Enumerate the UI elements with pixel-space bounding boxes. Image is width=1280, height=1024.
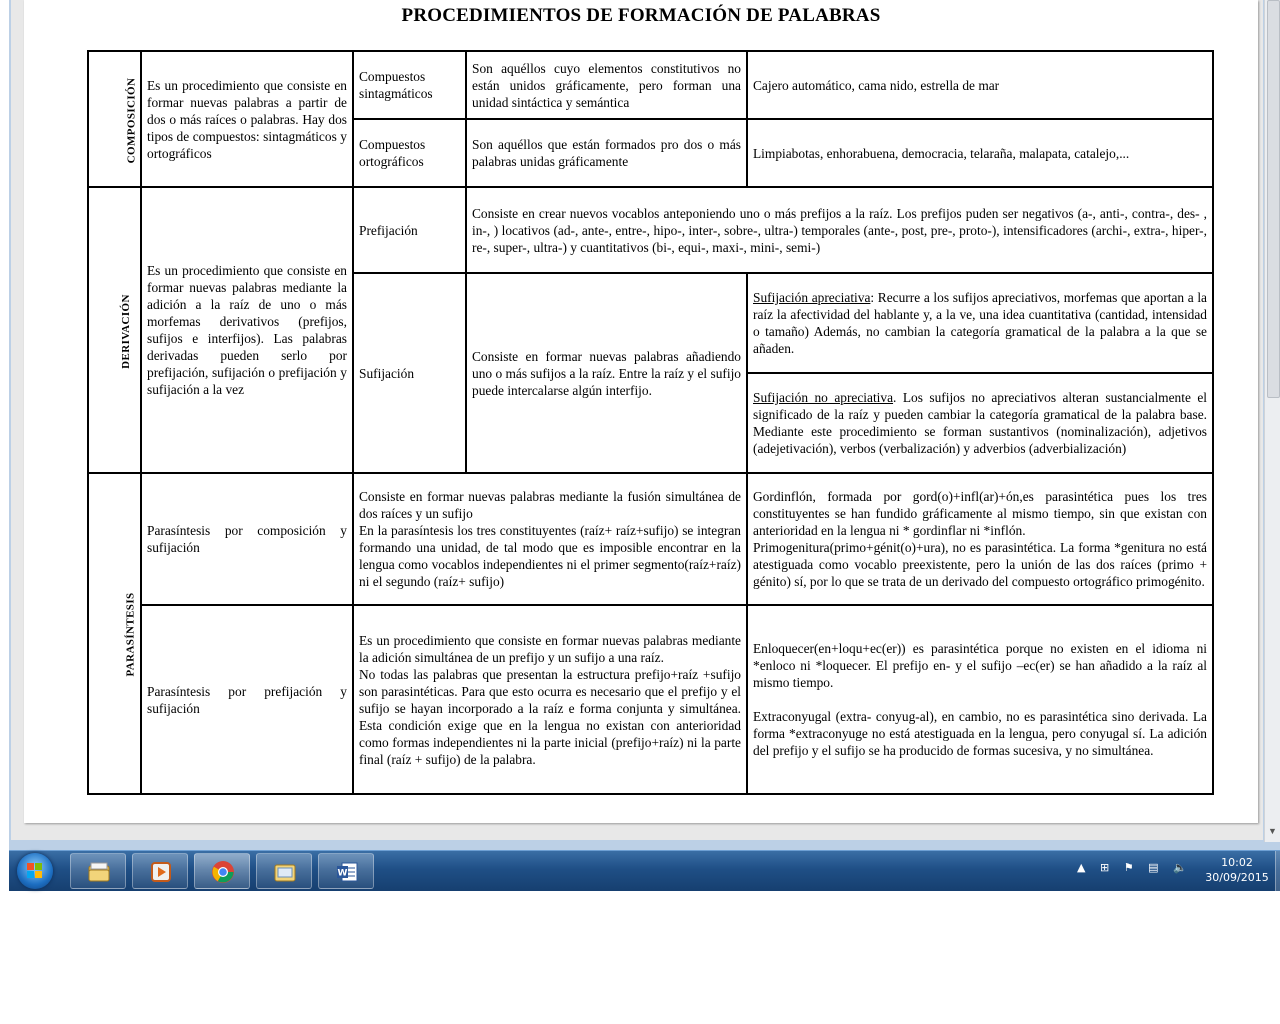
word-formation-table <box>87 50 1214 795</box>
windows-flag-icon[interactable]: ⊞ <box>1099 861 1110 874</box>
parasintesis-composicion-example-1: Gordinflón, formada por gord(o)+infl(ar)+ón,es parasintética pues los tres constituyentes se han fundido gráficamente al mismo tiempo, sin que existan con anterioridad en la lengua ni * gordinflar ni *inflón. <box>753 489 1207 538</box>
network-icon[interactable]: ▤ <box>1148 861 1159 874</box>
taskbar-explorer-button[interactable] <box>70 853 126 889</box>
parasintesis-label: PARASÍNTESIS <box>124 592 137 677</box>
parasintesis-label-cell <box>88 473 141 794</box>
svg-text:W: W <box>337 868 348 879</box>
parasintesis-composicion-definition-2: En la parasíntesis los tres constituyentes (raíz+ raíz+sufijo) se integran formando una unidad, de tal modo que es imposible encontrar en la lengua como vocablos independientes ni el primer segmento(raíz+raíz) ni el segundo (raíz+ sufijo) <box>359 523 741 589</box>
compuestos-ortograficos-definition: Son aquéllos que están formados pro dos o más palabras unidas gráficamente <box>466 119 747 187</box>
composicion-label-cell <box>88 51 141 187</box>
parasintesis-composicion-examples <box>747 473 1213 605</box>
show-desktop-button[interactable] <box>1275 851 1280 891</box>
sufijacion-no-apreciativa <box>747 373 1213 473</box>
parasintesis-prefijacion-name: Parasíntesis por prefijación y sufijación <box>141 605 353 794</box>
taskbar-clock[interactable] <box>1199 855 1275 885</box>
parasintesis-composicion-example-2: Primogenitura(primo+génit(o)+ura), no es parasintética. La forma *genitura no está atestiguada como vocablo preexistente, pero la unión de las dos raíces (primo + génito) sí, por lo que se trata de un derivado del compuesto ortográfico primogénito. <box>753 540 1207 589</box>
start-button[interactable] <box>17 853 53 889</box>
document-title: PROCEDIMIENTOS DE FORMACIÓN DE PALABRAS <box>401 5 881 26</box>
sufijacion-no-apreciativa-term: Sufijación no apreciativa <box>753 390 894 405</box>
compuestos-sintagmaticos-definition: Son aquéllos cuyo elementos constitutivos no están unidos gráficamente, pero forman una unidad sintáctica y semántica <box>466 51 747 119</box>
word-icon <box>335 860 359 884</box>
sufijacion-no-apreciativa-text: . Los sufijos no apreciativos alteran sustancialmente el significado de la raíz y pueden cambiar la categoría gramatical de la palabra base. Mediante este procedimiento se forman sustantivos (nominalización), adjetivos (adejetivación), verbos (verbalización) y adverbios (adverbialización) <box>753 390 1207 456</box>
parasintesis-prefijacion-example-1: Enloquecer(en+loqu+ec(er)) es parasintética porque no existen en el idioma ni *enloco ni *loquecer. El prefijo en- y el sufijo –ec(er) se han añadido a la raíz al mismo tiempo. <box>753 641 1207 690</box>
parasintesis-prefijacion-definition <box>353 605 747 794</box>
folder-window-icon <box>273 860 297 884</box>
sufijacion-definition: Consiste en formar nuevas palabras añadiendo uno o más sufijos a la raíz. Entre la raíz y el sufijo puede intercalarse algún interfijo. <box>466 273 747 473</box>
sufijacion-name: Sufijación <box>353 273 466 473</box>
taskbar-media-player-button[interactable] <box>132 853 188 889</box>
action-center-flag-icon[interactable]: ⚑ <box>1123 861 1134 874</box>
taskbar <box>9 850 1280 891</box>
scrollbar-thumb[interactable] <box>1267 0 1280 398</box>
derivacion-description: Es un procedimiento que consiste en formar nuevas palabras mediante la adición a la raíz de uno o más morfemas derivativos (prefijos, sufijos e interfijos). Las palabras derivadas pueden serlo por prefijación, sufijación o prefijación y sufijación a la vez <box>141 187 353 473</box>
taskbar-chrome-button[interactable] <box>194 853 250 889</box>
windows-logo-icon <box>27 863 43 879</box>
sufijacion-apreciativa <box>747 273 1213 373</box>
compuestos-ortograficos-name: Compuestos ortográficos <box>353 119 466 187</box>
parasintesis-prefijacion-example-2: Extraconyugal (extra- conyug-al), en cambio, no es parasintética sino derivada. La forma *extraconyuge no está atestiguada en la lengua, pero conyugal sí. La adición del prefijo y el sufijo se ha producido de formas sucesiva, y no simultánea. <box>753 709 1207 758</box>
explorer-icon <box>87 860 111 884</box>
derivacion-label: DERIVACIÓN <box>119 293 132 369</box>
clock-date: 30/09/2015 <box>1205 871 1269 884</box>
parasintesis-prefijacion-definition-2: No todas las palabras que presentan la estructura prefijo+raíz +sufijo son parasintéticas. Para que esto ocurra es necesario que el prefijo y el sufijo se hayan incorporado a la raíz e forma conjunta y simultánea. Esta condición exige que en la lengua no existan con anterioridad como formas independientes ni la parte inicial (prefijo+raíz) ni la parte final (raíz + sufijo) de la palabra. <box>359 666 741 767</box>
clock-time: 10:02 <box>1221 856 1253 869</box>
parasintesis-composicion-definition-1: Consiste en formar nuevas palabras mediante la fusión simultánea de dos raíces y un sufijo <box>359 489 741 521</box>
system-tray <box>1077 861 1198 874</box>
prefijacion-name: Prefijación <box>353 187 466 273</box>
prefijacion-definition: Consiste en crear nuevos vocablos anteponiendo uno o más prefijos a la raíz. Los prefijos puden ser negativos (a-, anti-, contra-, des- , in-, ) locativos (ad-, ante-, entre-, hipo-, inter-, sobre-, ultra-) temporales (ante-, post, pre-, proto-), intensificadores (archi-, extra-, hiper-, re-, super-, ultra-) y cuantitativos (bi-, equi-, maxi-, mini-, semi-) <box>466 187 1213 273</box>
derivacion-label-cell <box>88 187 141 473</box>
parasintesis-prefijacion-examples <box>747 605 1213 794</box>
composicion-label: COMPOSICIÓN <box>125 77 138 163</box>
composicion-description: Es un procedimiento que consiste en formar nuevas palabras a partir de dos o más raíces o palabras. Hay dos tipos de compuestos: sintagmáticos y ortográficos <box>141 51 353 187</box>
taskbar-word-button[interactable] <box>318 853 374 889</box>
volume-icon[interactable]: 🔈 <box>1172 861 1187 874</box>
compuestos-ortograficos-examples: Limpiabotas, enhorabuena, democracia, telaraña, malapata, catalejo,... <box>747 119 1213 187</box>
parasintesis-composicion-definition <box>353 473 747 605</box>
vertical-scrollbar[interactable] <box>1264 0 1280 842</box>
sufijacion-apreciativa-text: : Recurre a los sufijos apreciativos, morfemas que aportan a la raíz la afectividad del hablante y, a la ve, una idea cuantitativa (cantidad, intensidad o tamaño) Además, no cambian la categoría gramatical de la palabra a la que se añaden. <box>753 290 1207 356</box>
media-player-icon <box>149 860 173 884</box>
sufijacion-apreciativa-term: Sufijación apreciativa <box>753 290 871 305</box>
show-hidden-icon[interactable]: ▲ <box>1077 861 1086 874</box>
parasintesis-composicion-name: Parasíntesis por composición y sufijación <box>141 473 353 605</box>
chrome-icon <box>211 860 235 884</box>
parasintesis-prefijacion-definition-1: Es un procedimiento que consiste en formar nuevas palabras mediante la adición simultánea de un prefijo y un sufijo a una raíz. <box>359 632 741 665</box>
scroll-down-arrow-icon[interactable]: ▼ <box>1268 826 1277 836</box>
taskbar-folder-window-button[interactable] <box>256 853 312 889</box>
compuestos-sintagmaticos-examples: Cajero automático, cama nido, estrella de mar <box>747 51 1213 119</box>
compuestos-sintagmaticos-name: Compuestos sintagmáticos <box>353 51 466 119</box>
